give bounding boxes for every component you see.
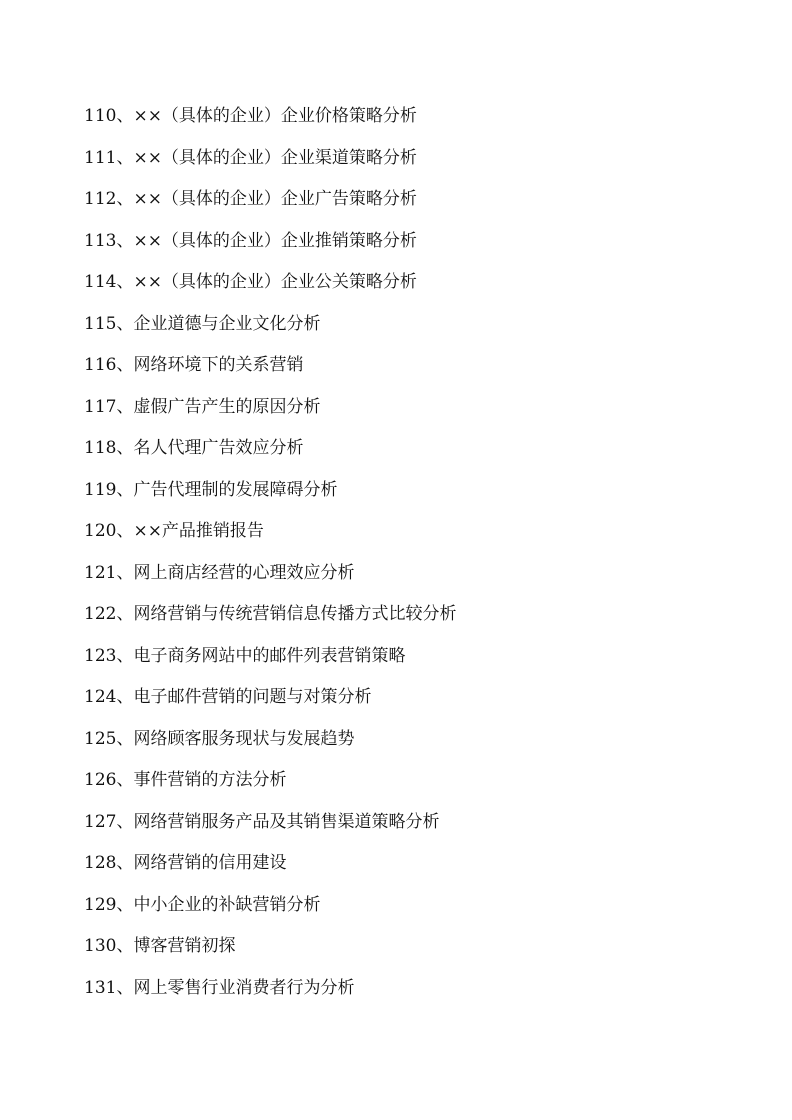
- list-item: 125、网络顾客服务现状与发展趋势: [84, 728, 355, 749]
- list-item: 130、博客营销初探: [84, 936, 236, 956]
- list-item: 113、××（具体的企业）企业推销策略分析: [84, 230, 417, 251]
- list-item: 126、事件营销的方法分析: [84, 770, 287, 790]
- topic-list: [84, 101, 456, 1014]
- list-item: 120、××产品推销报告: [84, 521, 264, 541]
- list-item: 122、网络营销与传统营销信息传播方式比较分析: [84, 604, 457, 624]
- list-item: 116、网络环境下的关系营销: [84, 355, 304, 375]
- list-item: 131、网上零售行业消费者行为分析: [84, 977, 355, 998]
- list-item: 127、网络营销服务产品及其销售渠道策略分析: [84, 811, 440, 832]
- list-item: 110、××（具体的企业）企业价格策略分析: [84, 106, 417, 126]
- list-item: 124、电子邮件营销的问题与对策分析: [84, 687, 372, 707]
- list-item: 128、网络营销的信用建设: [84, 853, 287, 873]
- list-item: 114、××（具体的企业）企业公关策略分析: [84, 272, 417, 292]
- list-item: 121、网上商店经营的心理效应分析: [84, 562, 355, 583]
- list-item: 119、广告代理制的发展障碍分析: [84, 479, 338, 500]
- list-item: 117、虚假广告产生的原因分析: [84, 396, 321, 417]
- list-item: 112、××（具体的企业）企业广告策略分析: [84, 189, 417, 209]
- list-item: 129、中小企业的补缺营销分析: [84, 894, 321, 915]
- list-item: 115、企业道德与企业文化分析: [84, 313, 321, 334]
- list-item: 123、电子商务网站中的邮件列表营销策略: [84, 645, 406, 666]
- list-item: 118、名人代理广告效应分析: [84, 438, 304, 458]
- list-item: 111、××（具体的企业）企业渠道策略分析: [84, 147, 417, 168]
